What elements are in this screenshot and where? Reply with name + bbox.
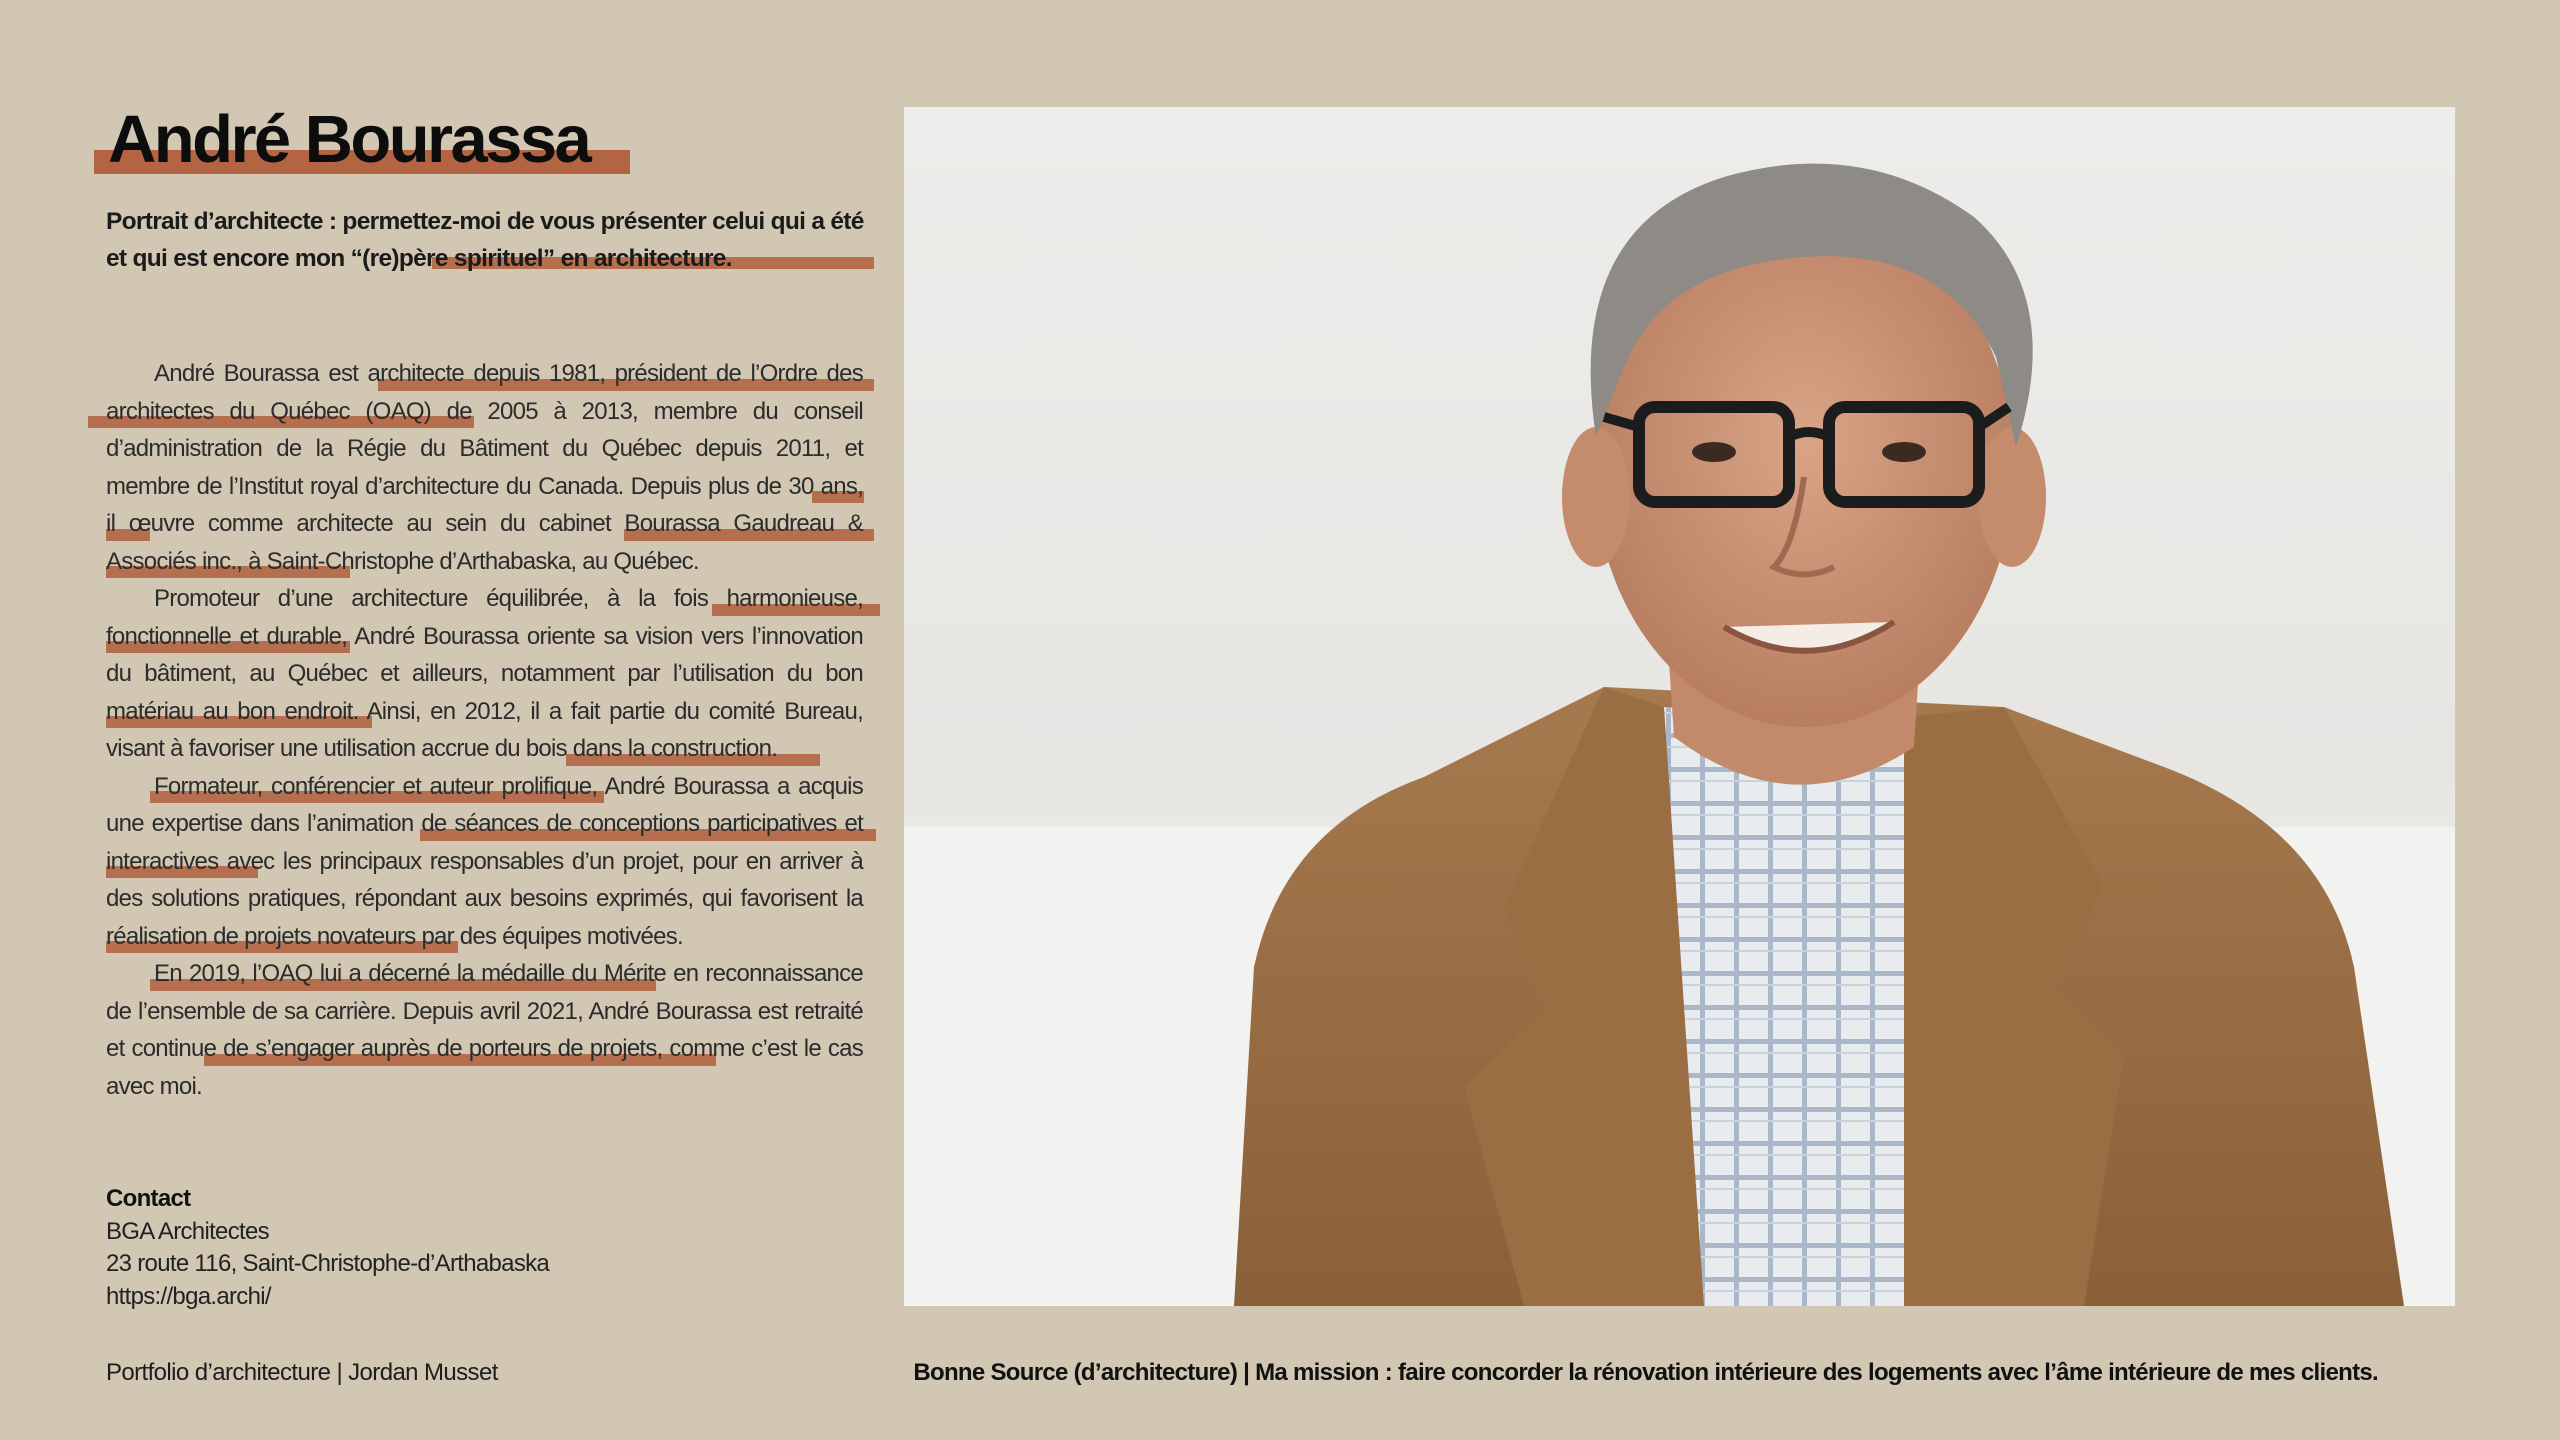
bio-paragraph: En 2019, l’OAQ lui a décerné la médaille du Mérite en reconnaissance de l’ensemble de sa carrière. Depuis avril 2021, André Bourassa est retraité et continue de s’engager auprès de porteurs de projets, comme c’est le cas avec moi.	[106, 960, 863, 1100]
page-title: André Bourassa	[108, 102, 590, 177]
contact-address: 23 route 116, Saint-Christophe-d’Arthabaska	[106, 1250, 550, 1277]
footer-left: Portfolio d’architecture | Jordan Musset	[106, 1359, 498, 1386]
bio-text	[106, 355, 863, 1105]
left-eye	[1692, 442, 1736, 462]
portrait-illustration	[904, 107, 2455, 1306]
left-ear	[1562, 427, 1630, 567]
contact-title: Contact	[106, 1185, 191, 1212]
right-ear	[1978, 427, 2046, 567]
contact-company: BGA Architectes	[106, 1217, 269, 1245]
footer-right: Bonne Source (d’architecture) | Ma mission : faire concorder la rénovation intérieure des logements avec l’âme intérieure de mes clients.	[913, 1359, 2378, 1386]
contact-block	[106, 1183, 549, 1313]
bio-paragraph: Formateur, conférencier et auteur prolifique, André Bourassa a acquis une expertise dans l’animation de séances de conceptions participatives et interactives avec les principaux responsables d’un projet, pour en arriver à des solutions pratiques, répondant aux besoins exprimés, qui favorisent la réalisation de projets novateurs par des équipes motivées.	[106, 772, 863, 950]
contact-url[interactable]: https://bga.archi/	[106, 1282, 271, 1310]
bio-paragraph: André Bourassa est architecte depuis 1981, président de l’Ordre des architectes du Québec (OAQ) de 2005 à 2013, membre du conseil d’administration de la Régie du Bâtiment du Québec depuis 2011, et membre de l’Institut royal d’architecture du Canada. Depuis plus de 30 ans, il œuvre comme architecte au sein du cabinet Bourassa Gaudreau & Associés inc., à Saint-Christophe d’Arthabaska, au Québec.	[106, 360, 863, 575]
portrait-photo	[904, 107, 2455, 1306]
right-eye	[1882, 442, 1926, 462]
bio-paragraph: Promoteur d’une architecture équilibrée, à la fois harmonieuse, fonctionnelle et durable, André Bourassa oriente sa vision vers l’innovation du bâtiment, au Québec et ailleurs, notamment par l’utilisation du bon matériau au bon endroit. Ainsi, en 2012, il a fait partie du comité Bureau, visant à favoriser une utilisation accrue du bois dans la construction.	[106, 585, 863, 762]
glasses-bridge	[1789, 432, 1829, 437]
subtitle: Portrait d’architecte : permettez-moi de vous présenter celui qui a été et qui est encore mon “(re)père spirituel” en architecture.	[106, 208, 864, 272]
title-block	[92, 100, 589, 180]
